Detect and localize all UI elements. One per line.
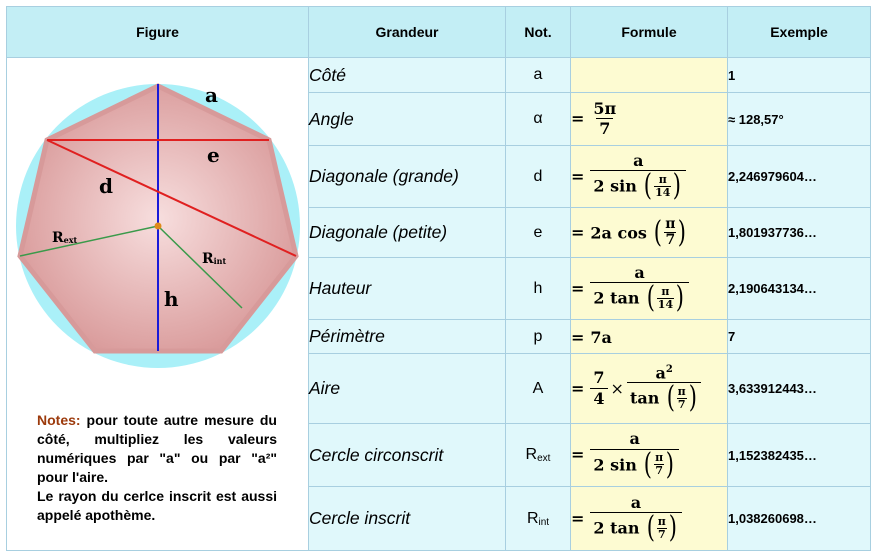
header-quantity: Grandeur: [309, 7, 506, 58]
notes-body: pour toute autre mesure du côté, multipliez les valeurs numériques par "a" ou par "a²" pour l'aire.: [37, 412, 277, 485]
row-example: 2,190643134…: [728, 258, 871, 320]
row-example: 3,633912443…: [728, 354, 871, 424]
row-formula: = a 2 tan ( $\frac{\pi}{7}$ ): [571, 487, 728, 551]
row-example: 2,246979604…: [728, 146, 871, 208]
header-example: Exemple: [728, 7, 871, 58]
center-point: [155, 223, 162, 230]
row-notation: d: [506, 146, 571, 208]
header-figure: Figure: [7, 7, 309, 58]
figure-label-e: e: [207, 143, 220, 167]
row-example: 1: [728, 58, 871, 93]
header-notation: Not.: [506, 7, 571, 58]
figure-label-d: d: [99, 174, 113, 198]
row-notation: A: [506, 354, 571, 424]
row-name: Cercle inscrit: [309, 487, 506, 551]
row-notation: α: [506, 93, 571, 146]
row-formula: = a 2 sin ( $\frac{\pi}{7}$ ): [571, 424, 728, 487]
row-notation: p: [506, 320, 571, 354]
figure-cell: [7, 58, 309, 551]
row-formula: [571, 58, 728, 93]
row-name: Aire: [309, 354, 506, 424]
row-notation: h: [506, 258, 571, 320]
row-name: Hauteur: [309, 258, 506, 320]
row-example: 1,801937736…: [728, 208, 871, 258]
row-notation: $R_{ext}$: [506, 424, 571, 487]
row-name: Diagonale (petite): [309, 208, 506, 258]
row-formula: = a 2 sin ( $\frac{\pi}{14}$ ): [571, 146, 728, 208]
header-row: [7, 7, 871, 58]
row-formula: = a 2 tan ( $\frac{\pi}{14}$ ): [571, 258, 728, 320]
figure-label-rext: Rext: [52, 230, 78, 246]
table-row: [7, 58, 871, 93]
notes-text: [37, 411, 277, 525]
row-notation: e: [506, 208, 571, 258]
notes-lead: Notes:: [37, 412, 81, 428]
row-formula: = $\frac{7}{4}$ × $a^2$ tan ( $\frac{\pi}{7}$ ): [571, 354, 728, 424]
row-name: Côté: [309, 58, 506, 93]
row-formula: = $\frac{5\pi}{7}$: [571, 93, 728, 146]
notes-body-2: Le rayon du cerlce inscrit est aussi appelé apothème.: [37, 488, 277, 523]
figure-label-h: h: [164, 287, 179, 311]
row-formula: = 2a cos ( $\frac{\pi}{7}$ ): [571, 208, 728, 258]
header-formula: Formule: [571, 7, 728, 58]
row-name: Périmètre: [309, 320, 506, 354]
row-example: 1,038260698…: [728, 487, 871, 551]
figure-label-rint: Rint: [202, 251, 227, 267]
row-name: Diagonale (grande): [309, 146, 506, 208]
row-notation: $R_{int}$: [506, 487, 571, 551]
row-example: ≈ 128,57°: [728, 93, 871, 146]
row-example: 7: [728, 320, 871, 354]
figure-label-a: a: [205, 83, 218, 107]
heptagon-table: [6, 6, 871, 551]
row-formula: = 7a: [571, 320, 728, 354]
row-notation: a: [506, 58, 571, 93]
row-example: 1,152382435…: [728, 424, 871, 487]
row-name: Cercle circonscrit: [309, 424, 506, 487]
row-name: Angle: [309, 93, 506, 146]
